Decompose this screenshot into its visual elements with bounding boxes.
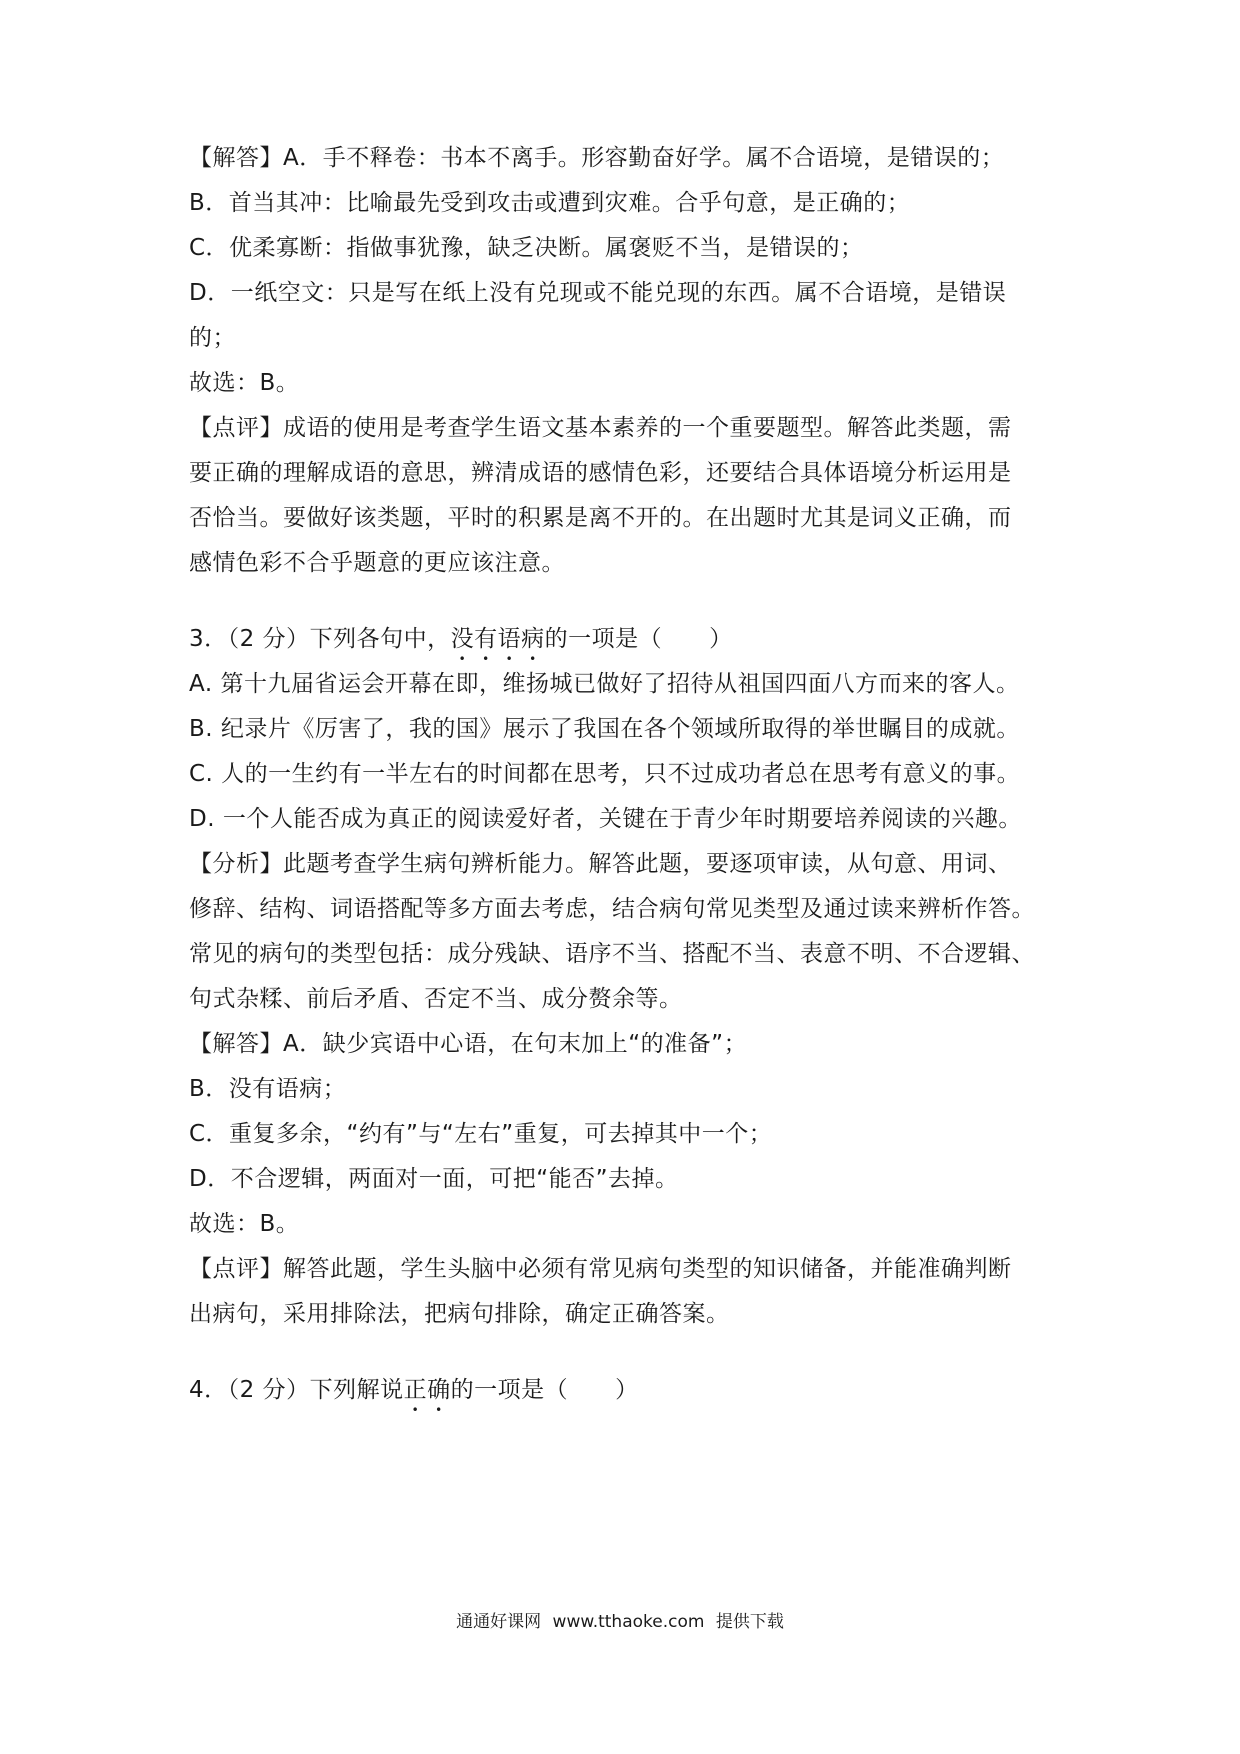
q2-answer-d-line2: 的；	[189, 325, 236, 351]
q3-analysis-line1: 【分析】此题考查学生病句辨析能力。解答此题，要逐项审读，从句意、用词、	[189, 851, 1012, 877]
q2-answer-d-line1: D．一纸空文：只是写在纸上没有兑现或不能兑现的东西。属不合语境，是错误	[189, 280, 1007, 306]
q2-comment-line3: 否恰当。要做好该类题，平时的积累是离不开的。在出题时尤其是词义正确，而	[189, 505, 1012, 531]
q3-answer-a: 【解答】A．缺少宾语中心语，在句末加上“的准备”；	[189, 1031, 748, 1057]
q2-choice: 故选：B。	[189, 370, 300, 396]
footer-url: www.tthaoke.com	[552, 1612, 705, 1632]
q3-stem-suffix: 的一项是（ ）	[544, 626, 733, 652]
q2-answer-b: B．首当其冲：比喻最先受到攻击或遭到灾难。合乎句意，是正确的；	[189, 190, 911, 216]
q2-answer-c: C．优柔寡断：指做事犹豫，缺乏决断。属褒贬不当，是错误的；	[189, 235, 864, 261]
q3-stem-prefix: 3．（2 分）下列各句中，	[189, 626, 451, 652]
q3-stem	[189, 624, 733, 666]
q3-choice: 故选：B。	[189, 1211, 300, 1237]
q3-option-d: D. 一个人能否成为真正的阅读爱好者，关键在于青少年时期要培养阅读的兴趣。	[189, 806, 1022, 832]
q3-option-a: A. 第十九届省运会开幕在即，维扬城已做好了招待从祖国四面八方而来的客人。	[189, 671, 1020, 697]
footer-site-name: 通通好课网	[456, 1612, 542, 1632]
footer-note: 提供下载	[715, 1612, 784, 1632]
q4-stem-prefix: 4．（2 分）下列解说	[189, 1377, 404, 1403]
q3-comment-line1: 【点评】解答此题，学生头脑中必须有常见病句类型的知识储备，并能准确判断	[189, 1256, 1012, 1282]
q3-answer-d: D．不合逻辑，两面对一面，可把“能否”去掉。	[189, 1166, 679, 1192]
page-footer	[0, 1610, 1240, 1634]
q4-stem	[189, 1375, 639, 1417]
q3-answer-c: C．重复多余，“约有”与“左右”重复，可去掉其中一个；	[189, 1121, 773, 1147]
q3-option-b: B. 纪录片《厉害了，我的国》展示了我国在各个领域所取得的举世瞩目的成就。	[189, 716, 1020, 742]
q3-analysis-line3: 常见的病句的类型包括：成分残缺、语序不当、搭配不当、表意不明、不合逻辑、	[189, 941, 1035, 967]
q3-option-c: C. 人的一生约有一半左右的时间都在思考，只不过成功者总在思考有意义的事。	[189, 761, 1021, 787]
q3-comment-line2: 出病句，采用排除法，把病句排除，确定正确答案。	[189, 1301, 730, 1327]
q2-answer-a: 【解答】A．手不释卷：书本不离手。形容勤奋好学。属不合语境，是错误的；	[189, 145, 1005, 171]
q2-comment-line4: 感情色彩不合乎题意的更应该注意。	[189, 550, 565, 576]
q3-stem-emphasis: 没有语病	[450, 626, 545, 652]
q3-analysis-line4: 句式杂糅、前后矛盾、否定不当、成分赘余等。	[189, 986, 683, 1012]
q3-answer-b: B．没有语病；	[189, 1076, 347, 1102]
q4-stem-suffix: 的一项是（ ）	[450, 1377, 639, 1403]
q2-comment-line2: 要正确的理解成语的意思，辨清成语的感情色彩，还要结合具体语境分析运用是	[189, 460, 1012, 486]
q4-stem-emphasis: 正确	[403, 1377, 451, 1403]
q3-analysis-line2: 修辞、结构、词语搭配等多方面去考虑，结合病句常见类型及通过读来辨析作答。	[189, 896, 1035, 922]
q2-comment-line1: 【点评】成语的使用是考查学生语文基本素养的一个重要题型。解答此类题，需	[189, 415, 1012, 441]
